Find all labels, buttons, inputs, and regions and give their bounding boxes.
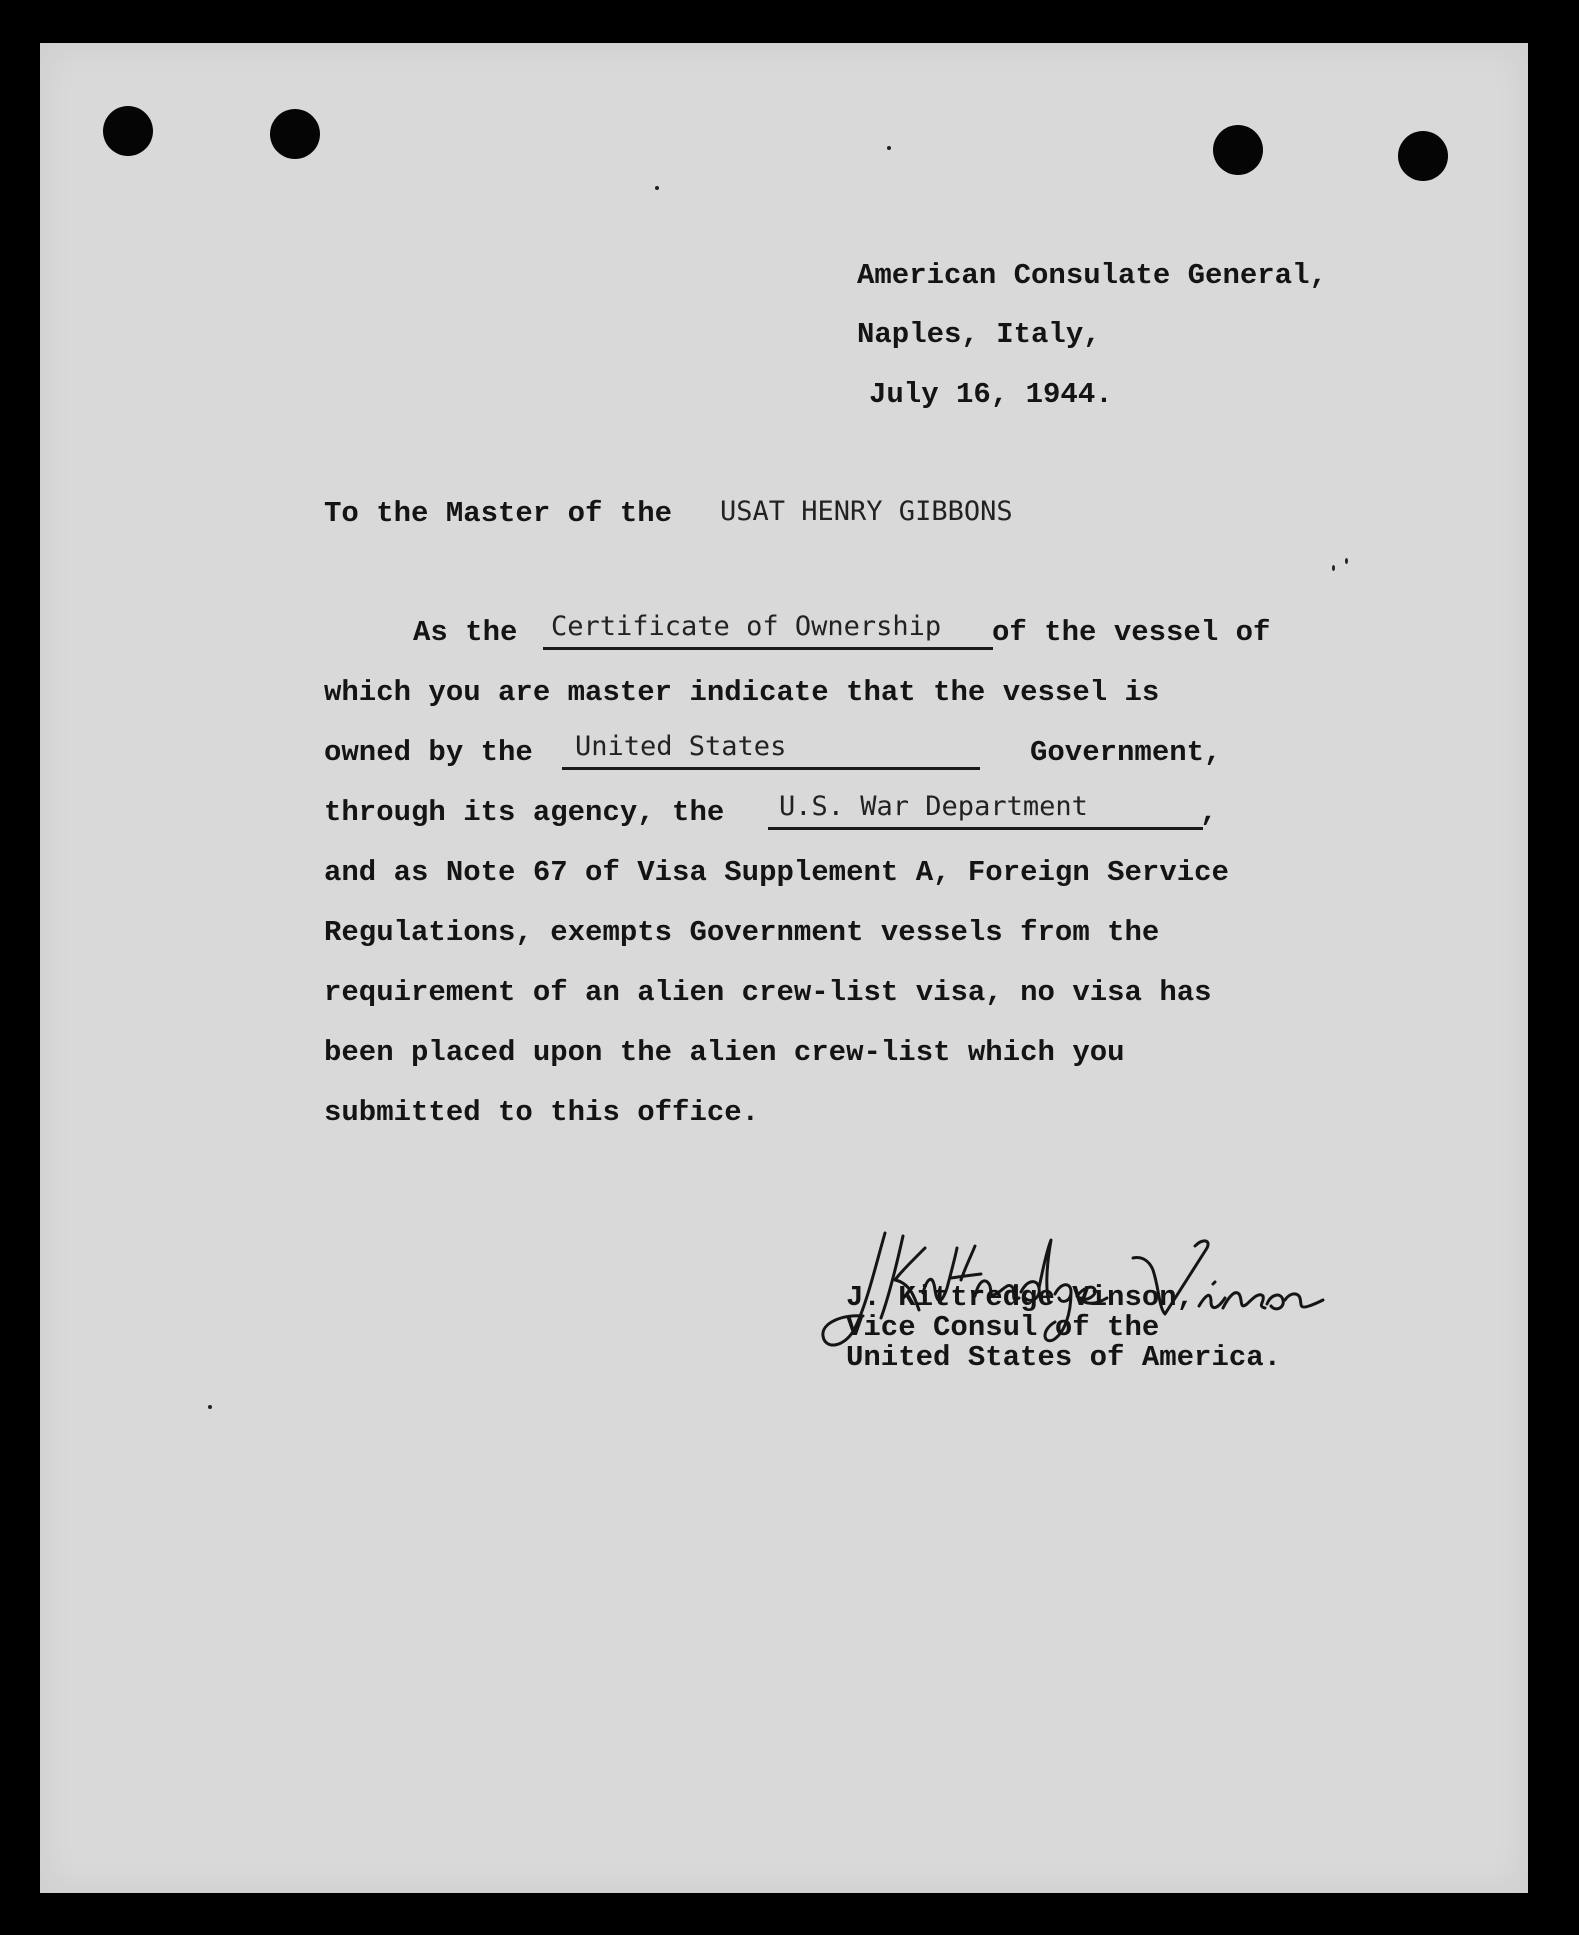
salutation: To the Master of the	[324, 497, 673, 530]
speck	[887, 146, 891, 150]
body-line-3-start: owned by the	[324, 736, 533, 769]
body-line-5: and as Note 67 of Visa Supplement A, Foreign Service	[324, 856, 1229, 889]
speck	[1345, 558, 1348, 564]
punch-hole-2	[270, 109, 320, 159]
consulate-line: American Consulate General,	[857, 259, 1327, 292]
body-line-4-end: ,	[1200, 796, 1218, 829]
body-line-3-end: Government,	[1030, 736, 1222, 769]
punch-hole-3	[1213, 125, 1263, 175]
speck	[208, 1405, 212, 1409]
body-line-7: requirement of an alien crew-list visa, no visa has	[324, 976, 1212, 1009]
punch-hole-1	[103, 106, 153, 156]
signatory-name: J. Kittredge Vinson,	[846, 1281, 1195, 1314]
certificate-underline	[543, 647, 993, 650]
signatory-title-2: United States of America.	[846, 1341, 1282, 1374]
letter-page	[40, 43, 1528, 1893]
body-line-1-end: of the vessel of	[992, 616, 1271, 649]
agency-underline	[768, 827, 1203, 830]
location-line: Naples, Italy,	[857, 318, 1101, 351]
certificate-fill: Certificate of Ownership	[551, 611, 942, 642]
owner-fill: United States	[575, 731, 787, 762]
body-line-1-start: As the	[413, 616, 518, 649]
body-line-6: Regulations, exempts Government vessels from the	[324, 916, 1160, 949]
body-line-9: submitted to this office.	[324, 1096, 760, 1129]
body-line-4-start: through its agency, the	[324, 796, 725, 829]
body-line-2: which you are master indicate that the vessel is	[324, 676, 1160, 709]
speck	[655, 186, 659, 190]
body-line-8: been placed upon the alien crew-list which you	[324, 1036, 1125, 1069]
letter-date: July 16, 1944.	[869, 378, 1113, 411]
owner-underline	[562, 767, 980, 770]
signatory-title-1: Vice Consul of the	[846, 1311, 1160, 1344]
agency-fill: U.S. War Department	[779, 791, 1088, 822]
punch-hole-4	[1398, 131, 1448, 181]
speck	[1332, 565, 1335, 571]
vessel-name: USAT HENRY GIBBONS	[720, 496, 1013, 527]
